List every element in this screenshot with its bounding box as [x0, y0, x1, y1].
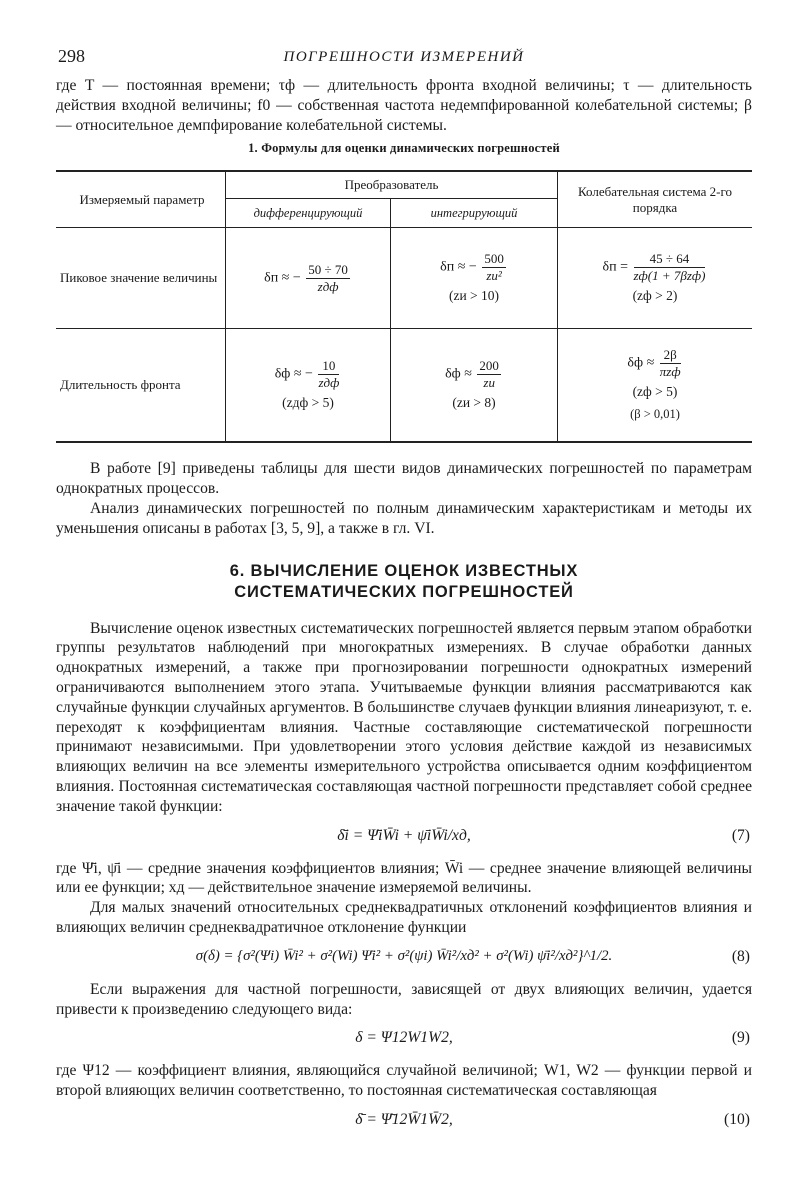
- paragraph-eq7-where: где Ψ̄i, ψ̄i — средние значения коэффициентов влияния; W̄i — среднее значение влияющей величины или ее функции; xд — действительное значение измеряемой величины.: [56, 859, 752, 897]
- equation-9: [56, 1025, 752, 1057]
- formula-condition: (zдф > 5): [282, 394, 334, 410]
- book-page: [56, 46, 752, 1143]
- fraction-denominator: zф(1 + 7βzф): [633, 267, 706, 283]
- fraction-numerator: 45 ÷ 64: [634, 251, 706, 268]
- table-row: [56, 228, 752, 329]
- formula-front-diff: [226, 329, 391, 443]
- formula-condition: (zф > 5): [632, 383, 678, 399]
- section-title: [56, 561, 752, 603]
- fraction-numerator: 10: [318, 358, 339, 375]
- equation-number: (10): [724, 1110, 750, 1128]
- equation-expression: δ̄ = Ψ̄12W̄1W̄2,: [355, 1110, 453, 1128]
- fraction-numerator: 500: [484, 250, 504, 266]
- paragraph-after-table-2: Анализ динамических погрешностей по полным динамическим характеристикам и методы их уменьшения описаны в работах [3, 5, 9], а также в гл. VI.: [56, 499, 752, 537]
- paragraph-small-values: Для малых значений относительных среднеквадратичных отклонений коэффициентов влияния и влияющих величин среднеквадратичное отклонение функции: [56, 899, 752, 936]
- paragraph-two-quantities: Если выражения для частной погрешности, зависящей от двух влияющих величин, удается привести к произведению следующего вида:: [56, 980, 752, 1018]
- formula-peak-integ: [391, 228, 558, 329]
- fraction: [634, 251, 706, 284]
- formula-lhs: δф ≈: [445, 366, 472, 382]
- formula-peak-diff: [226, 228, 391, 329]
- paragraph-eq9-where: где Ψ12 — коэффициент влияния, являющийся случайной величиной; W1, W2 — функции первой и второй влияющих величин соответственно, то постоянная систематическая составляющая: [56, 1062, 752, 1100]
- row-param-front-duration: Длительность фронта: [56, 329, 226, 443]
- page-number: 298: [58, 46, 85, 66]
- equation-7: [56, 823, 752, 855]
- equation-number: (9): [731, 1029, 750, 1047]
- equation-expression: δ̄i = Ψ̄iW̄i + ψ̄iW̄i/xд,: [337, 826, 471, 844]
- row-param-peak: Пиковое значение величины: [56, 228, 226, 329]
- header-converter: [226, 171, 558, 199]
- equation-8: [56, 944, 752, 976]
- intro-paragraph: где T — постоянная времени; τф — длительность фронта входной величины; τ — длительность действия входной величины; f0 — собственная частота недемпфированной колебательной системы; β — относительное демпфирование колебательной системы.: [56, 77, 752, 134]
- header-oscillating-system: [558, 171, 753, 228]
- table-row: [56, 329, 752, 443]
- fraction: [660, 347, 681, 380]
- equation-number: (8): [731, 947, 750, 965]
- header-measured-parameter-label: Измеряемый параметр: [79, 191, 205, 207]
- formula-front-integ: [391, 329, 558, 443]
- fraction: [318, 358, 339, 391]
- fraction-denominator: zи²: [486, 267, 502, 283]
- fraction-numerator: 50 ÷ 70: [308, 261, 348, 277]
- formula-lhs: δп ≈ −: [264, 270, 301, 286]
- equation-number: (7): [731, 826, 750, 844]
- section-title-line-2: СИСТЕМАТИЧЕСКИХ ПОГРЕШНОСТЕЙ: [234, 582, 574, 601]
- equation-expression: σ(δ) = {σ²(Ψi) W̄i² + σ²(Wi) Ψ̄i² + σ²(ψi) W̄i²/xд² + σ²(Wi) ψ̄i²/xд²}^1/2.: [195, 947, 613, 964]
- fraction-denominator: πzф: [659, 363, 681, 379]
- fraction-numerator: 2β: [660, 347, 681, 364]
- paragraph-after-table-1: В работе [9] приведены таблицы для шести видов динамических погрешностей по параметрам однократных процессов.: [56, 460, 752, 498]
- formula-condition: (zи > 8): [452, 394, 496, 410]
- header-differentiating: дифференцирующий: [226, 199, 391, 228]
- fraction: [477, 358, 501, 391]
- fraction: [482, 251, 506, 284]
- running-head: [56, 46, 752, 76]
- fraction: [306, 262, 350, 295]
- formula-lhs: δп =: [602, 259, 628, 275]
- formula-condition-2: (β > 0,01): [630, 406, 680, 421]
- formula-front-osc: [558, 329, 753, 443]
- header-measured-parameter: [56, 171, 226, 228]
- formula-lhs: δф ≈ −: [274, 366, 313, 382]
- header-converter-label: Преобразователь: [344, 177, 439, 193]
- running-title: ПОГРЕШНОСТИ ИЗМЕРЕНИЙ: [283, 49, 525, 65]
- formula-peak-osc: [558, 228, 753, 329]
- header-integrating: интегрирующий: [391, 199, 558, 228]
- fraction-numerator: 200: [479, 357, 499, 373]
- dynamic-errors-table: [56, 170, 752, 443]
- fraction-denominator: zи: [483, 374, 495, 390]
- fraction-denominator: zдф: [318, 374, 340, 390]
- section-paragraph-1: Вычисление оценок известных систематических погрешностей является первым этапом обработки группы результатов наблюдений при многократных измерениях. В случае обработки данных однократных измерений, а также при прогнозировании погрешности однократных измерений ограничиваются выполнением этого этапа. Учитываемые функции влияния рассматриваются как случайные функции случайных аргументов. В большинстве случаев функции влияния линеаризуют, т. е. переходят к коэффициентам влияния. Частные составляющие систематической погрешности принимают независимыми. При удовлетворении этого условия действие каждой из независимых влияющих величин на все элементы измерительного устройства описывается одним коэффициентом влияния. Постоянная систематическая составляющая частной погрешности представляет собой среднее значение такой функции:: [56, 619, 752, 815]
- fraction-denominator: zдф: [317, 278, 339, 294]
- formula-lhs: δп ≈ −: [440, 259, 477, 275]
- equation-expression: δ = Ψ12W1W2,: [355, 1029, 453, 1047]
- header-oscillating-system-label: Колебательная система 2-го порядка: [578, 183, 732, 215]
- table-caption: 1. Формулы для оценки динамических погрешностей: [248, 141, 560, 156]
- formula-condition: (zф > 2): [632, 287, 678, 303]
- formula-condition: (zи > 10): [448, 287, 500, 303]
- section-title-line-1: 6. ВЫЧИСЛЕНИЕ ОЦЕНОК ИЗВЕСТНЫХ: [229, 561, 579, 580]
- formula-lhs: δф ≈: [627, 355, 655, 371]
- equation-10: [56, 1107, 752, 1139]
